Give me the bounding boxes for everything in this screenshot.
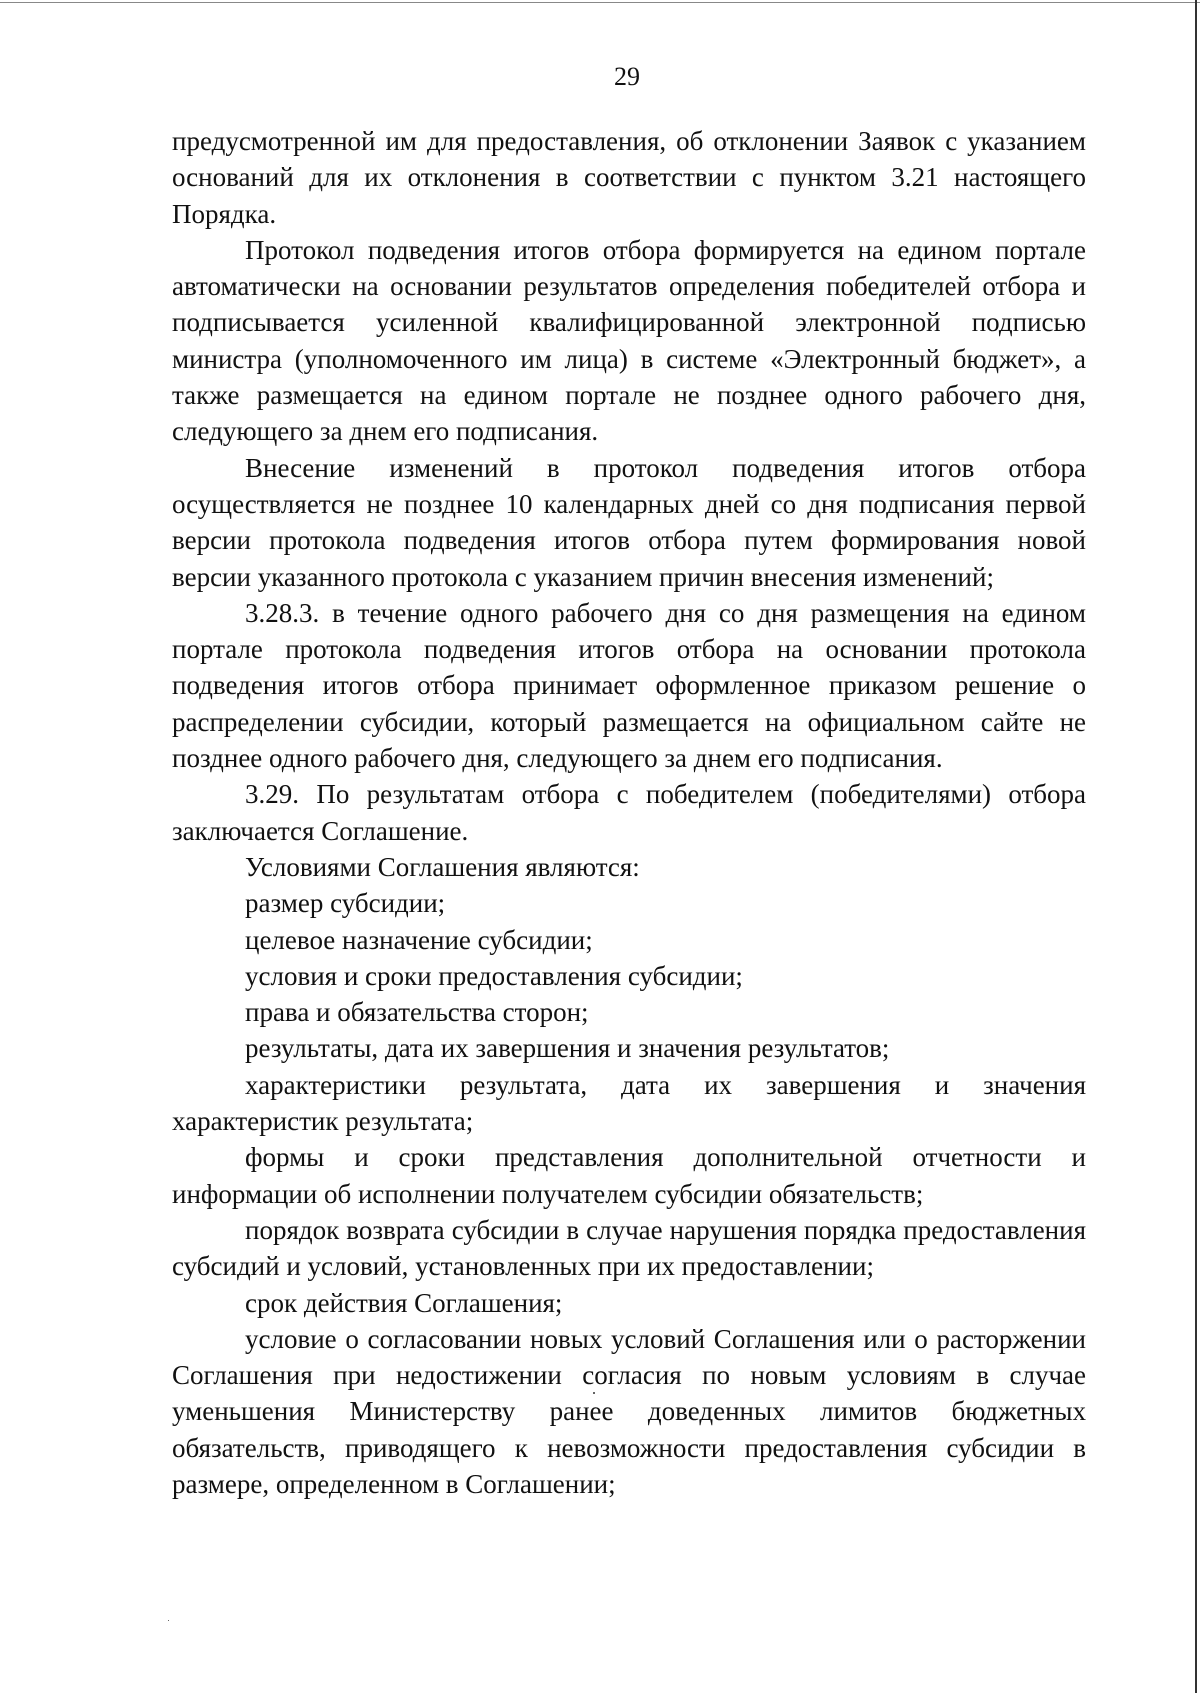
list-item-reporting: формы и сроки представления дополнительной отчетности и информации об исполнении получателем субсидии обязательств;	[172, 1142, 1086, 1209]
paragraph-protocol: Протокол подведения итогов отбора формируется на едином портале автоматически на основании результатов определения победителей отбора и подписывается усиленной квалифицированной электронной подписью министра (уполномоченного им лица) в системе «Электронный бюджет», а также размещается на едином портале не позднее одного рабочего дня, следующего за днем его подписания.	[172, 234, 1086, 447]
list-item-characteristics: характеристики результата, дата их завершения и значения характеристик результата;	[172, 1069, 1086, 1137]
list-item-duration: срок действия Соглашения;	[245, 1287, 563, 1318]
scan-edge-top	[0, 2, 1200, 3]
list-item-refund: порядок возврата субсидии в случае нарушения порядка предоставления субсидий и условий, установленных при их предоставлении;	[172, 1214, 1086, 1282]
paragraph-3-29: 3.29. По результатам отбора с победителем (победителями) отбора заключается Соглашение.	[172, 779, 1086, 846]
list-item-new-conditions: условие о согласовании новых условий Соглашения или о расторжении Соглашения при недостижении согласия по новым условиям в случае уменьшения Министерству ранее доведенных лимитов бюджетных обязательств, приводящего к невозможности предоставления субсидии в размере, определенном в Соглашении;	[172, 1323, 1086, 1499]
paragraph-continuation: предусмотренной им для предоставления, об отклонении Заявок с указанием оснований для их отклонения в соответствии с пунктом 3.21 настоящего Порядка.	[172, 126, 1086, 229]
paragraph-3-28-3: 3.28.3. в течение одного рабочего дня со дня размещения на едином портале протокола подведения итогов отбора на основании протокола подведения итогов отбора принимает оформленное приказом решение о распределении субсидии, который размещается на официальном сайте не позднее одного рабочего дня, следующего за днем его подписания.	[172, 597, 1086, 774]
page-number: 29	[614, 62, 640, 91]
document-body	[172, 123, 1086, 1502]
list-item-rights: права и обязательства сторон;	[245, 997, 589, 1028]
scan-speck	[593, 1392, 595, 1394]
scan-edge-right	[1195, 0, 1197, 1693]
list-item-terms: условия и сроки предоставления субсидии;	[245, 960, 743, 991]
paragraph-conditions-heading: Условиями Соглашения являются:	[245, 851, 640, 882]
list-item-subsidy-size: размер субсидии;	[245, 888, 446, 919]
list-item-results: результаты, дата их завершения и значения результатов;	[245, 1033, 890, 1064]
list-item-purpose: целевое назначение субсидии;	[245, 924, 593, 955]
paragraph-changes: Внесение изменений в протокол подведения итогов отбора осуществляется не позднее 10 календарных дней со дня подписания первой версии протокола подведения итогов отбора путем формирования новой версии указанного протокола с указанием причин внесения изменений;	[172, 452, 1086, 592]
scan-speck	[168, 1620, 169, 1621]
